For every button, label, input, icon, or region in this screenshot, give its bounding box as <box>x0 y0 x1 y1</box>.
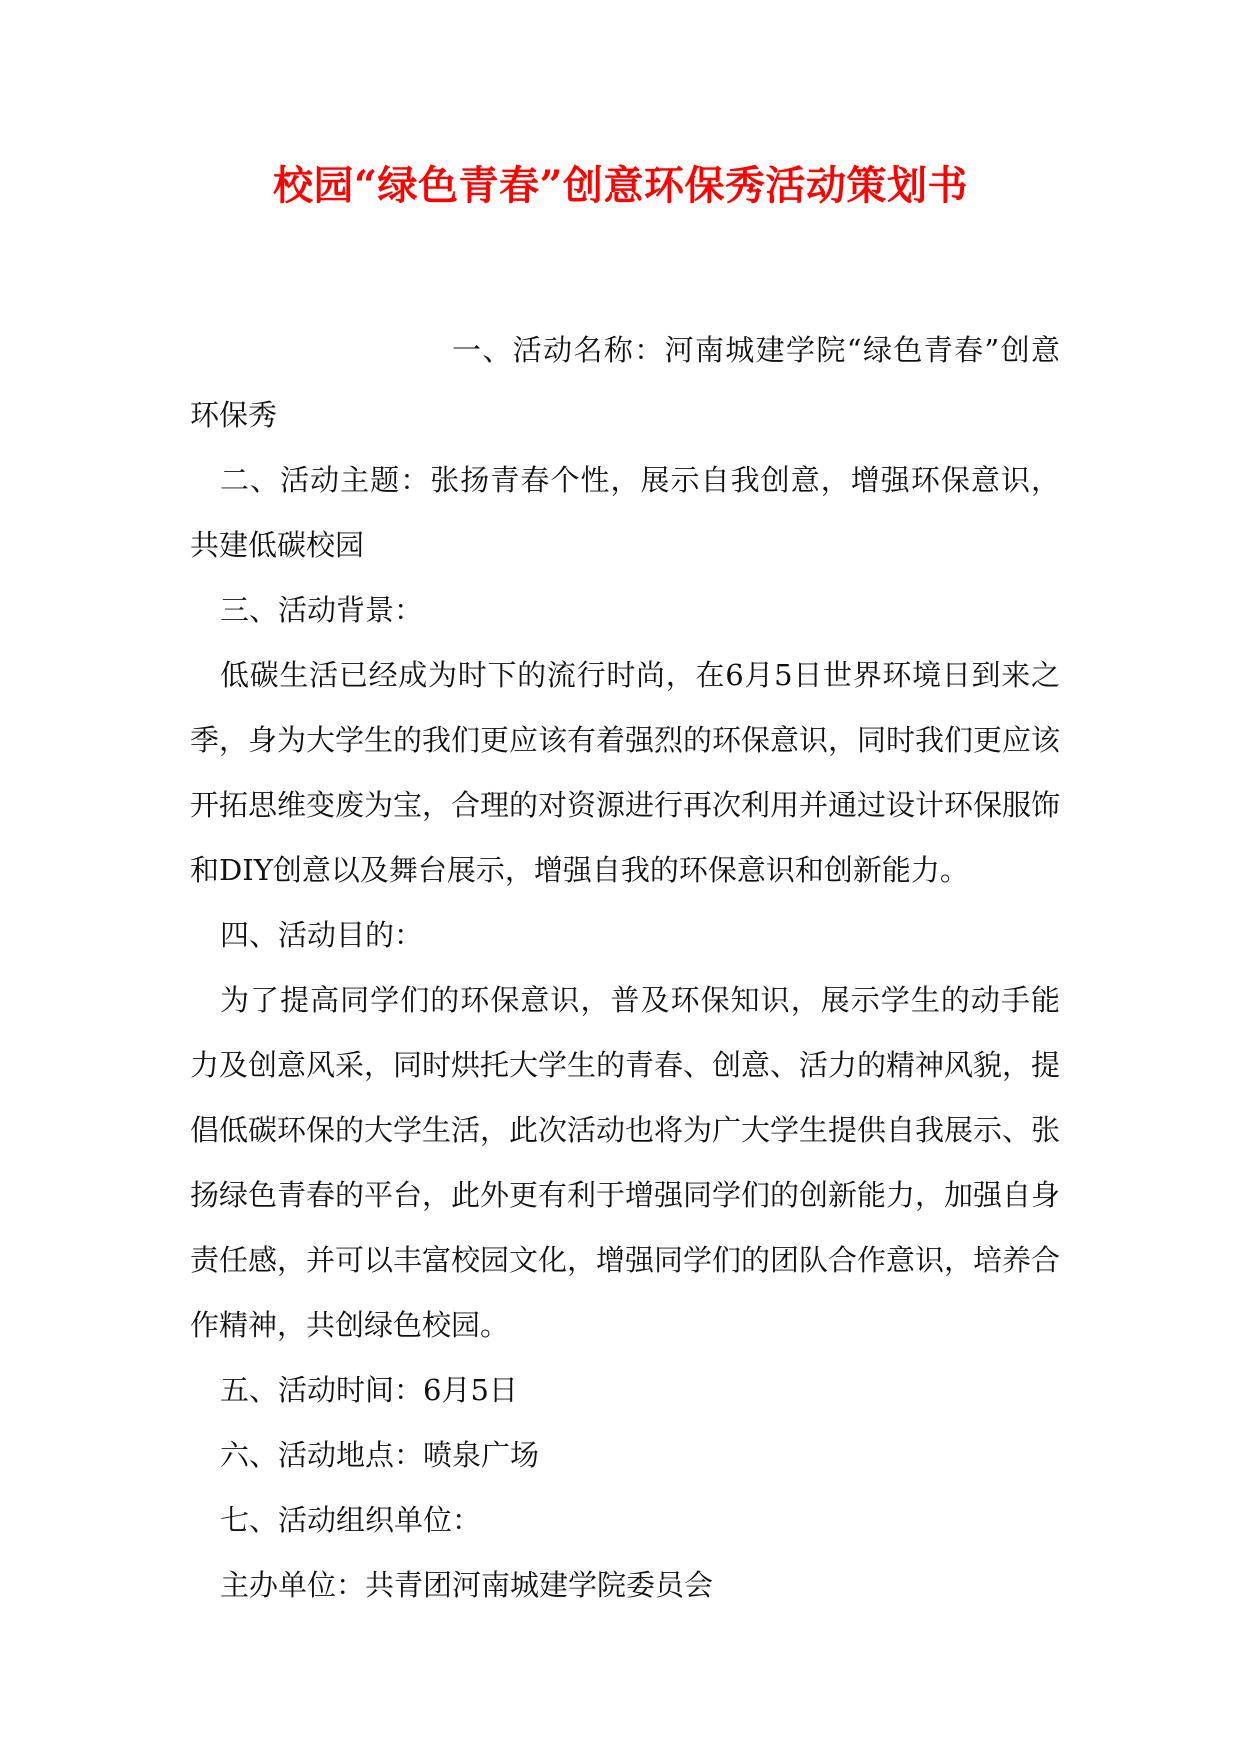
host-organization: 主办单位：共青团河南城建学院委员会 <box>220 1568 714 1602</box>
document-body <box>190 318 1060 1618</box>
section-activity-name: 一、活动名称：河南城建学院“绿色青春”创意环保秀 <box>190 333 1060 432</box>
background-paragraph: 低碳生活已经成为时下的流行时尚，在6月5日世界环境日到来之季，身为大学生的我们更应该有着强烈的环保意识，同时我们更应该开拓思维变废为宝，合理的对资源进行再次利用并通过设计环保服饰和DIY创意以及舞台展示，增强自我的环保意识和创新能力。 <box>190 658 1061 887</box>
section-background-heading: 三、活动背景： <box>220 593 424 627</box>
section-activity-theme: 二、活动主题：张扬青春个性，展示自我创意，增强环保意识，共建低碳校园 <box>190 463 1060 562</box>
section-organizer-heading: 七、活动组织单位： <box>220 1503 482 1537</box>
purpose-paragraph: 为了提高同学们的环保意识，普及环保知识，展示学生的动手能力及创意风采，同时烘托大学生的青春、创意、活力的精神风貌，提倡低碳环保的大学生活，此次活动也将为广大学生提供自我展示、张扬绿色青春的平台，此外更有利于增强同学们的创新能力，加强自身责任感，并可以丰富校园文化，增强同学们的团队合作意识，培养合作精神，共创绿色校园。 <box>190 983 1061 1342</box>
section-activity-time: 五、活动时间：6月5日 <box>220 1373 518 1407</box>
section-purpose-heading: 四、活动目的： <box>220 918 424 952</box>
document-title: 校园“绿色青春”创意环保秀活动策划书 <box>272 162 968 209</box>
section-activity-location: 六、活动地点：喷泉广场 <box>220 1438 540 1472</box>
